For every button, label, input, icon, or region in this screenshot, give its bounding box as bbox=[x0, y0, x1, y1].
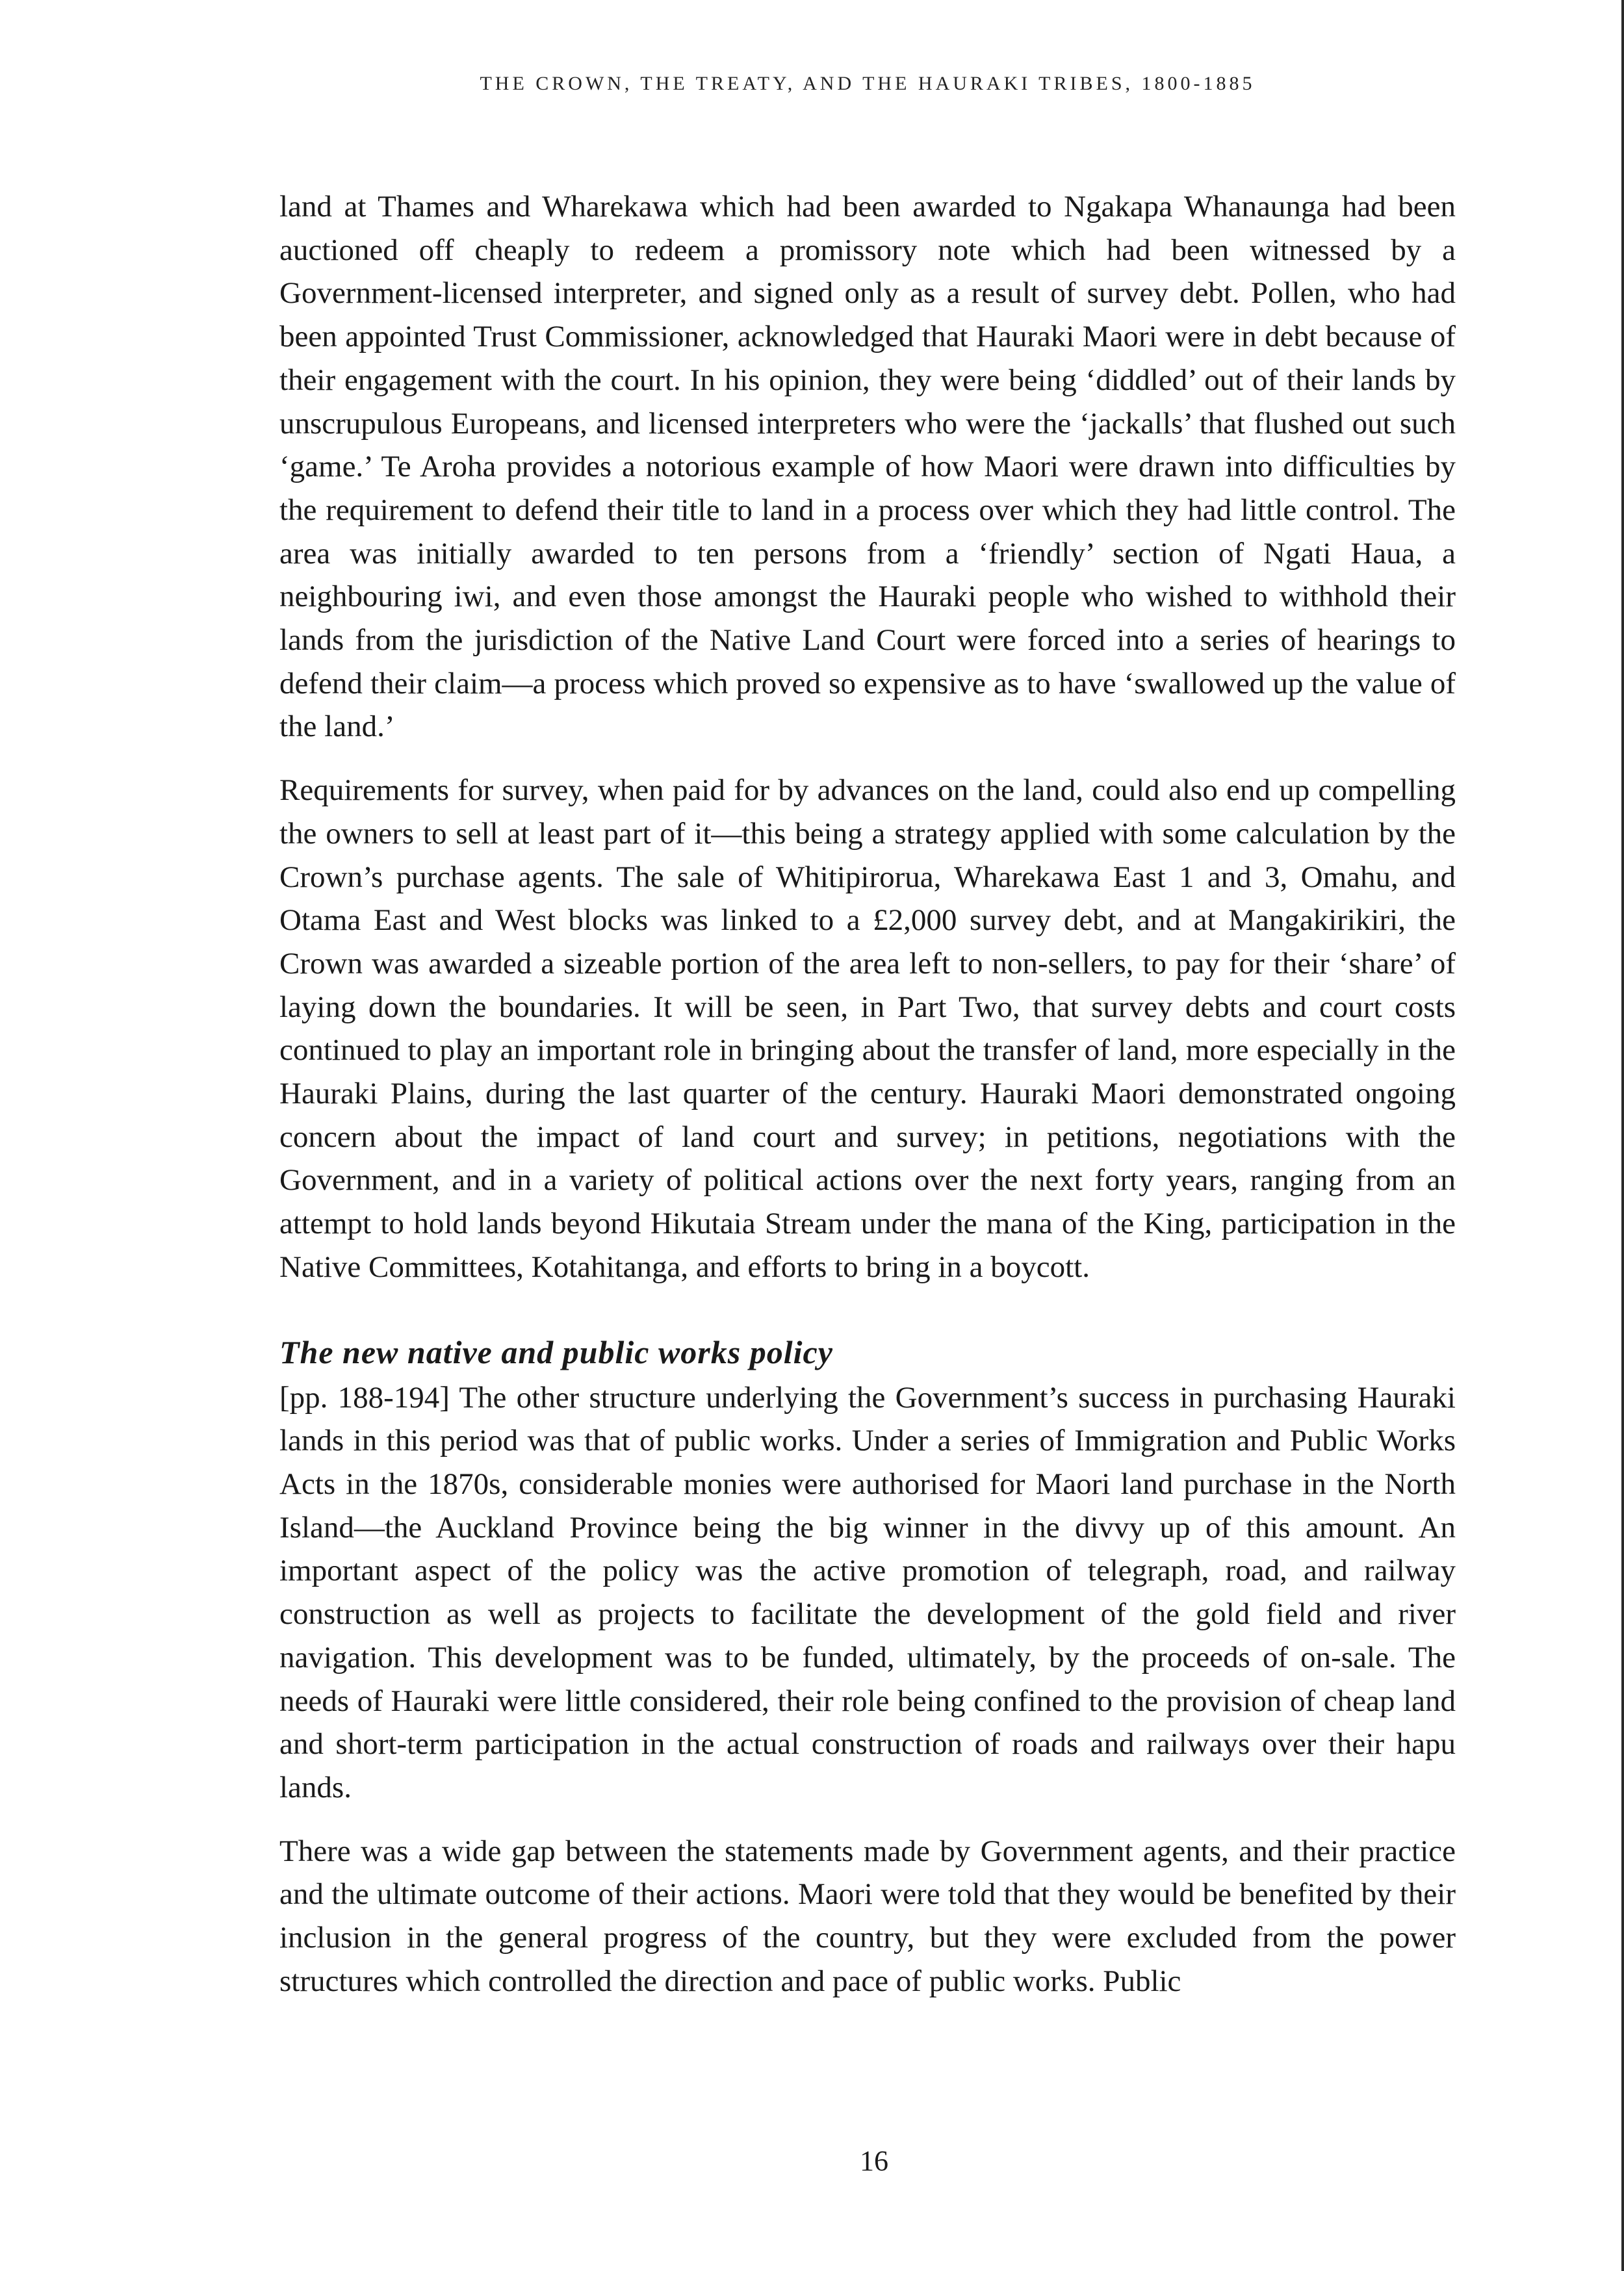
paragraph: land at Thames and Wharekawa which had been awarded to Ngakapa Whanaunga had been auctioned off cheaply to redeem a promissory note which had been witnessed by a Government-licensed interpreter, and signed only as a result of survey debt. Pollen, who had been appointed Trust Commissioner, acknowledged that Hauraki Maori were in debt because of their engagement with the court. In his opinion, they were being ‘diddled’ out of their lands by unscrupulous Europeans, and licensed interpreters who were the ‘jackalls’ that flushed out such ‘game.’ Te Aroha provides a notorious example of how Maori were drawn into difficulties by the requirement to defend their title to land in a process over which they had little control. The area was initially awarded to ten persons from a ‘friendly’ section of Ngati Haua, a neighbouring iwi, and even those amongst the Hauraki people who wished to withhold their lands from the jurisdiction of the Native Land Court were forced into a series of hearings to defend their claim—a process which proved so expensive as to have ‘swallowed up the value of the land.’ bbox=[279, 190, 1456, 744]
scan-edge-line bbox=[1621, 0, 1624, 2271]
page-number: 16 bbox=[860, 2145, 888, 2177]
paragraph: Requirements for survey, when paid for by advances on the land, could also end up compelling the owners to sell at least part of it—this being a strategy applied with some calculation by the Crown’s purchase agents. The sale of Whitipirorua, Wharekawa East 1 and 3, Omahu, and Otama East and West blocks was linked to a £2,000 survey debt, and at Mangakirikiri, the Crown was awarded a sizeable portion of the area left to non-sellers, to pay for their ‘share’ of laying down the boundaries. It will be seen, in Part Two, that survey debts and court costs continued to play an important role in bringing about the transfer of land, more especially in the Hauraki Plains, during the last quarter of the century. Hauraki Maori demonstrated ongoing concern about the impact of land court and survey; in petitions, negotiations with the Government, and in a variety of political actions over the next forty years, ranging from an attempt to hold lands beyond Hikutaia Stream under the mana of the King, participation in the Native Committees, Kotahitanga, and efforts to bring in a boycott. bbox=[279, 773, 1456, 1284]
paragraph: There was a wide gap between the statements made by Government agents, and their practice and the ultimate outcome of their actions. Maori were told that they would be benefited by their inclusion in the general progress of the country, but they were excluded from the power structures which controlled the direction and pace of public works. Public bbox=[279, 1834, 1456, 1998]
section-heading: The new native and public works policy bbox=[279, 1333, 833, 1370]
body-text bbox=[279, 185, 1456, 2003]
running-head: THE CROWN, THE TREATY, AND THE HAURAKI TRIBES, 1800-1885 bbox=[480, 73, 1256, 94]
paragraph: [pp. 188-194] The other structure underlying the Government’s success in purchasing Hauraki lands in this period was that of public works. Under a series of Immigration and Public Works Acts in the 1870s, considerable monies were authorised for Maori land purchase in the North Island—the Auckland Province being the big winner in the divvy up of this amount. An important aspect of the policy was the active promotion of telegraph, road, and railway construction as well as projects to facilitate the development of the gold field and river navigation. This development was to be funded, ultimately, by the proceeds of on-sale. The needs of Hauraki were little considered, their role being confined to the provision of cheap land and short-term participation in the actual construction of roads and railways over their hapu lands. bbox=[279, 1380, 1456, 1804]
